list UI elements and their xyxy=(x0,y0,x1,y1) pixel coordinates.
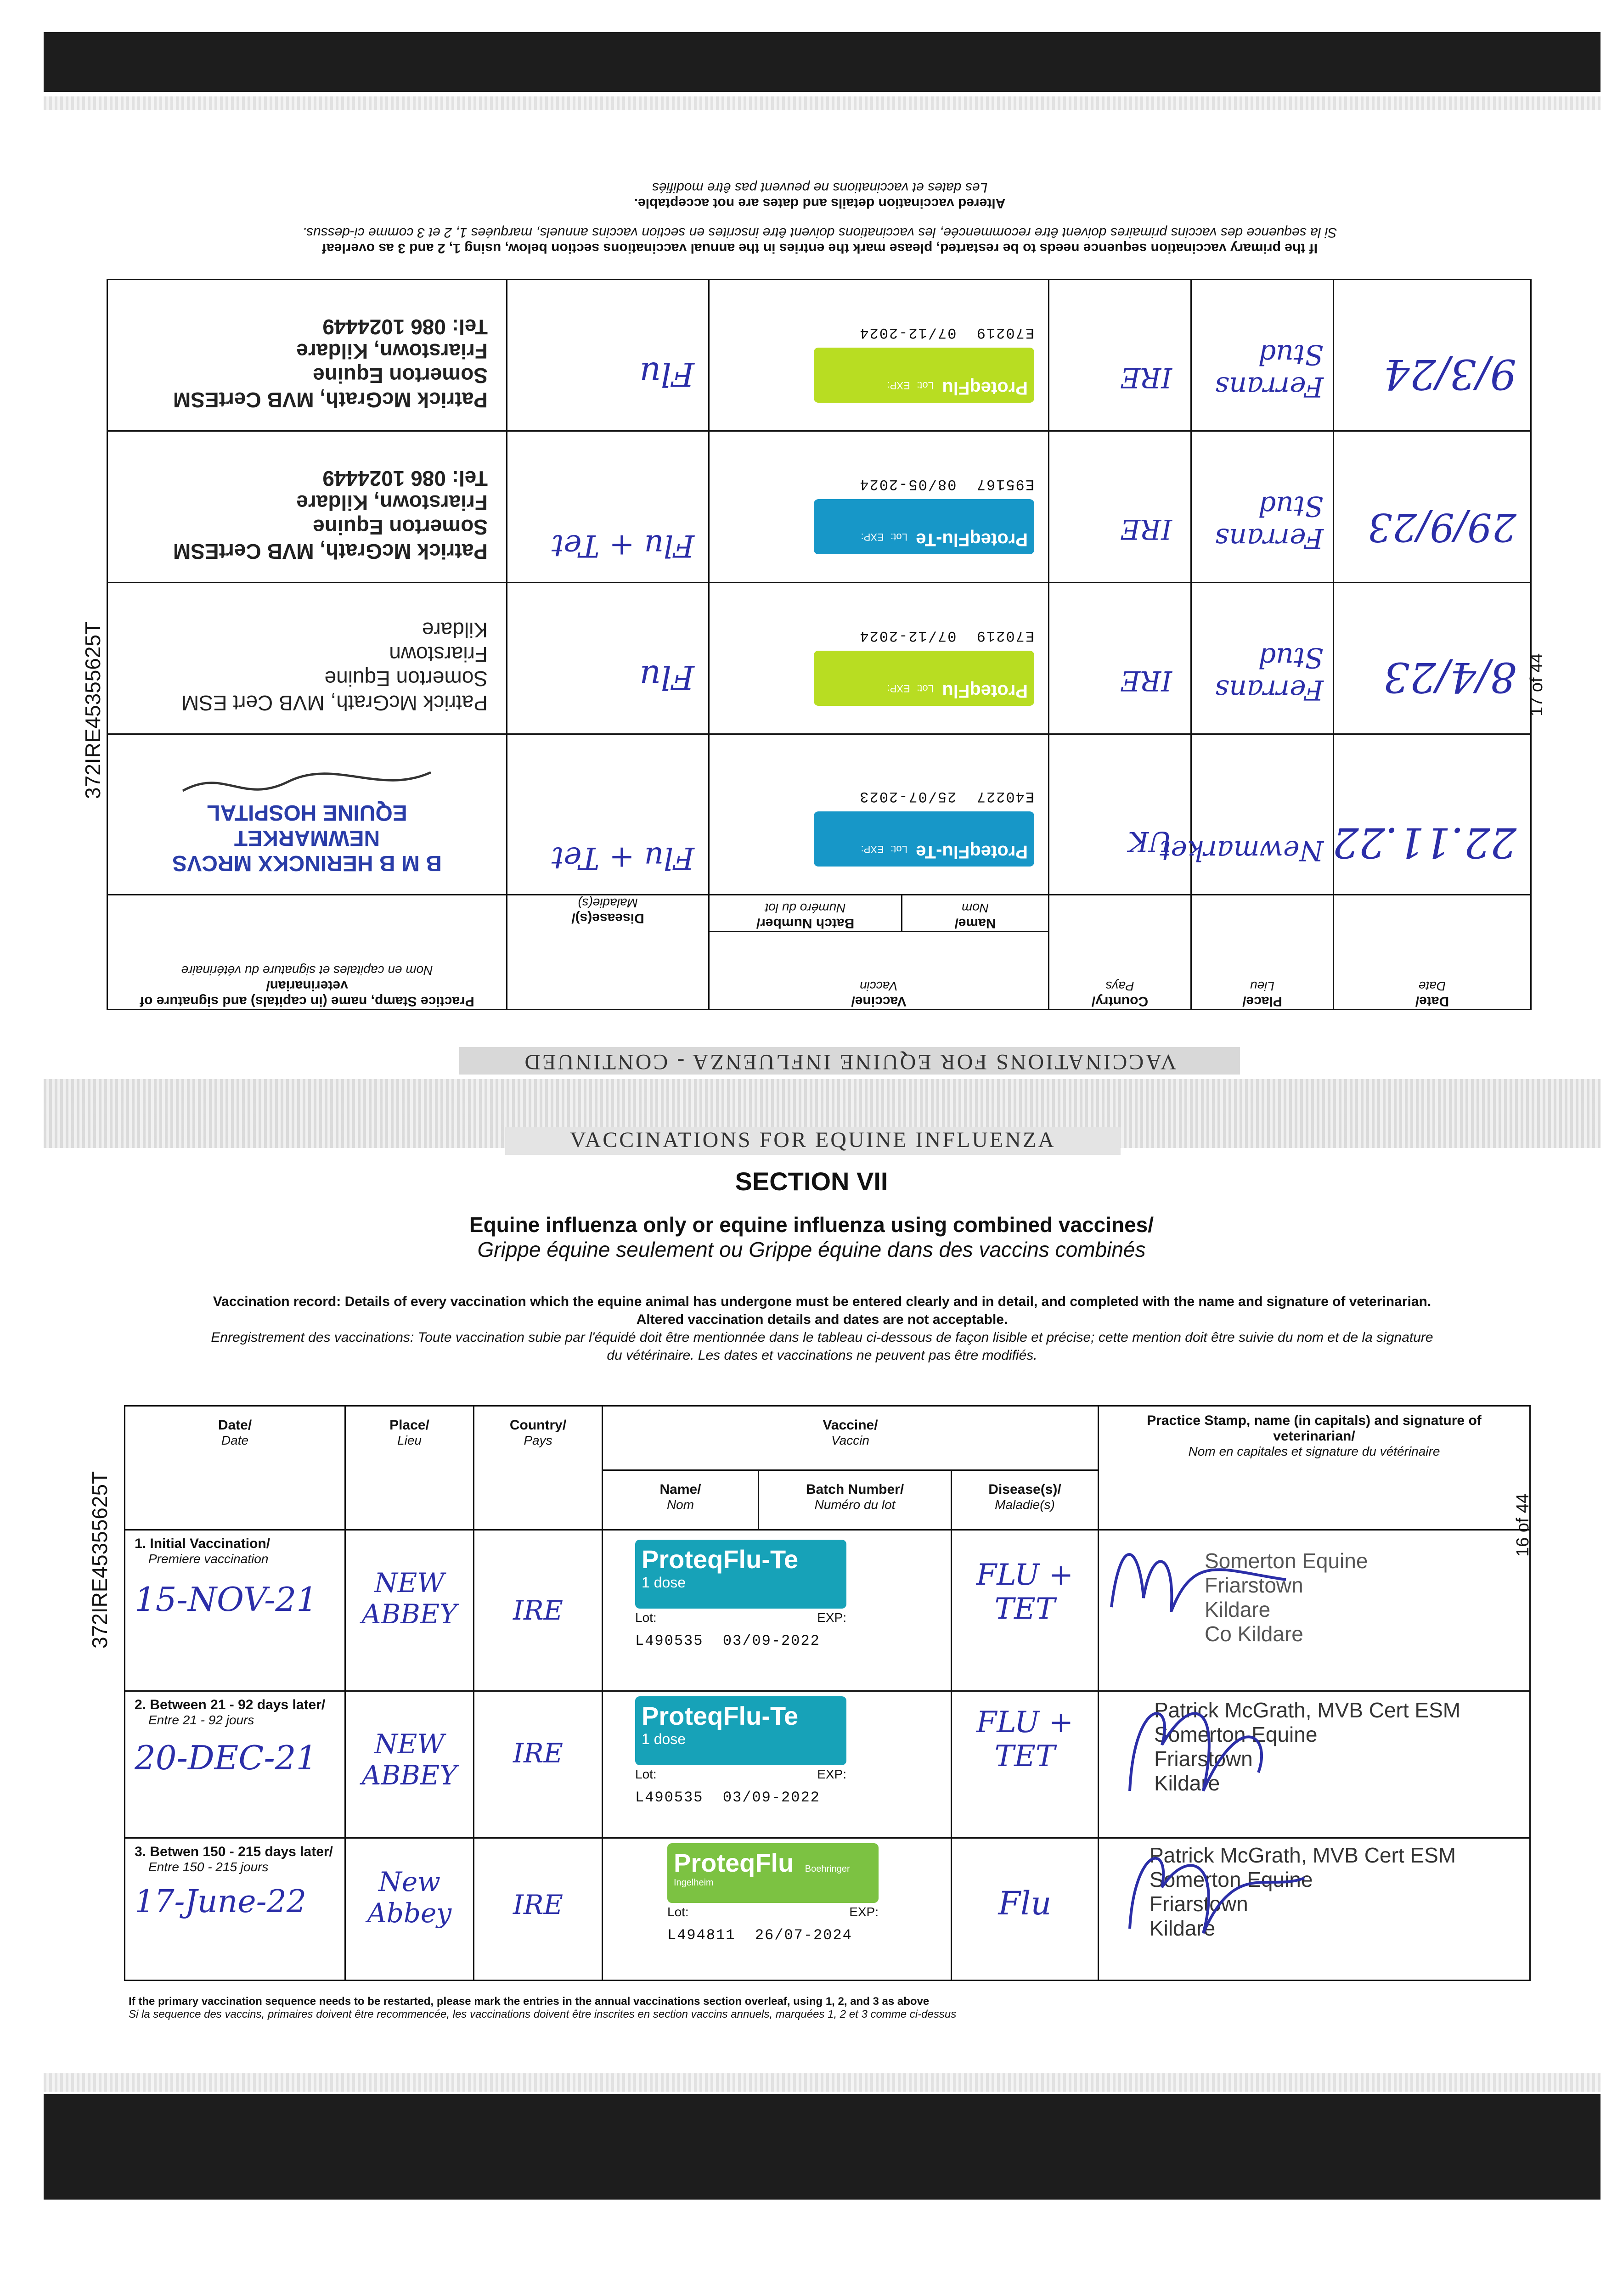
upper-row-stamp: Patrick McGrath, MVB CertESM Somerton Equine Friarstown, Kildare Tel: 086 1024449 xyxy=(107,280,507,431)
upper-row-place: Ferrans Stud xyxy=(1191,431,1334,583)
page-number-lower: 16 of 44 xyxy=(1513,1493,1533,1557)
upper-header-stamp: Practice Stamp, name (in capitals) and signature of veterinarian/ Nom en capitales et signature du vétérinaire xyxy=(107,895,507,1010)
upper-row-date: 29/9/23 xyxy=(1334,431,1531,583)
batch-number: L490535 03/09-2022 xyxy=(635,1632,820,1649)
lower-table-row xyxy=(125,1691,1530,1838)
lower-header-date: Date/ Date xyxy=(125,1406,345,1530)
signature xyxy=(1121,1828,1313,1947)
lower-row-vaccine-cell xyxy=(603,1838,952,1981)
lower-header-stamp: Practice Stamp, name (in capitals) and signature of veterinarian/ Nom en capitales et signature du vétérinaire xyxy=(1099,1406,1530,1530)
upper-header-vaccine: Vaccine/ Vaccin xyxy=(709,932,1049,1010)
vaccine-sticker: ProteqFlu Lot: EXP: xyxy=(814,348,1034,403)
row-step-label: 1. Initial Vaccination/ xyxy=(135,1536,270,1551)
upper-row-country: IRE xyxy=(1049,280,1191,431)
vaccine-sticker: ProteqFlu Boehringer Ingelheim xyxy=(667,1843,879,1903)
upper-row-place: Ferrans Stud xyxy=(1191,583,1334,734)
lower-banner: VACCINATIONS FOR EQUINE INFLUENZA xyxy=(505,1127,1121,1155)
section-subtitle: Equine influenza only or equine influenza using combined vaccines/ Grippe équine seulement ou Grippe équine dans des vaccins combinés xyxy=(469,1213,1154,1261)
upper-row-vaccine-cell xyxy=(709,431,1049,583)
vaccine-sticker: ProteqFlu-Te Lot: EXP: xyxy=(814,499,1034,554)
vaccine-sticker: ProteqFlu-Te 1 dose xyxy=(635,1540,846,1609)
sticker-lot-exp: Lot: EXP: xyxy=(635,1767,846,1781)
upper-row-stamp: B M B HERINCKX MRCVS NEWMARKET EQUINE HOSPITAL xyxy=(107,734,507,895)
signature xyxy=(1102,1525,1295,1626)
lower-row-country: IRE xyxy=(474,1530,603,1691)
sticker-lot-exp: Lot: EXP: xyxy=(667,1905,879,1919)
lower-vaccination-table xyxy=(124,1405,1531,1981)
upper-row-disease: Flu xyxy=(507,280,709,431)
lower-header-disease: Disease(s)/ Maladie(s) xyxy=(952,1470,1099,1530)
lower-row-country: IRE xyxy=(474,1838,603,1981)
lower-row-place: NEW ABBEY xyxy=(345,1530,474,1691)
lower-row-place: New Abbey xyxy=(345,1838,474,1981)
batch-number: L494811 26/07-2024 xyxy=(667,1927,852,1944)
upper-row-date: 22.11.22 xyxy=(1334,734,1531,895)
row-step-label-fr: Premiere vaccination xyxy=(148,1552,269,1566)
lower-header-name: Name/ Nom xyxy=(603,1470,759,1530)
upper-banner: VACCINATIONS FOR EQUINE INFLUENZA - CONTINUED xyxy=(459,1047,1240,1075)
lower-row-date: 15-NOV-21 xyxy=(135,1580,318,1619)
passport-id-lower: 372IRE45355625T xyxy=(88,1471,112,1649)
lower-row-place: NEW ABBEY xyxy=(345,1691,474,1838)
upper-row-stamp: Patrick McGrath, MVB CertESM Somerton Equine Friarstown, Kildare Tel: 086 1024449 xyxy=(107,431,507,583)
lower-row-date-cell xyxy=(125,1691,345,1838)
upper-page xyxy=(99,180,1532,1010)
lower-row-disease: FLU + TET xyxy=(952,1691,1099,1838)
upper-header-batch: Batch Number/ Numéro du lot xyxy=(709,895,902,932)
vaccination-record-note: Vaccination record: Details of every vaccination which the equine animal has undergone must be entered clearly and in detail, and completed with the name and signature of veterinarian. Altered vaccination details and dates are not acceptable. Enregistrement des vaccinations: Toute vaccination subie par l'équidé doit être mentionnée dans le tableau ci-dessous de façon lisible et précise; cette mention doit être suivie du nom et de la signature du vétérinaire. Les dates et vaccinations ne peuvent pas être modifiés. xyxy=(211,1294,1433,1363)
scan-top-noise xyxy=(44,96,1600,110)
upper-header-disease: Disease(s)/ Maladie(s) xyxy=(507,895,709,1010)
upper-header-country: Country/ Pays xyxy=(1049,895,1191,1010)
scan-bottom-noise xyxy=(44,2073,1600,2092)
upper-row-stamp: Patrick McGrath, MVB Cert ESM Somerton Equine Friarstown Kildare xyxy=(107,583,507,734)
lower-row-stamp: Patrick McGrath, MVB Cert ESM Somerton Equine Friarstown Kildare xyxy=(1099,1691,1530,1838)
scan-top-band xyxy=(44,32,1600,92)
signature xyxy=(179,759,436,800)
upper-table-row xyxy=(107,583,1531,734)
upper-row-country: IRE xyxy=(1049,583,1191,734)
lower-row-vaccine-cell xyxy=(603,1530,952,1691)
row-step-label-fr: Entre 150 - 215 jours xyxy=(148,1860,269,1874)
lower-table-row xyxy=(125,1838,1530,1981)
page-number-upper: 17 of 44 xyxy=(1527,653,1546,716)
upper-header-name: Name/ Nom xyxy=(902,895,1049,932)
upper-table-row xyxy=(107,431,1531,583)
batch-number: E70219 07/12-2024 xyxy=(859,627,1034,644)
sticker-lot-exp: Lot: EXP: xyxy=(635,1610,846,1625)
lower-header-place: Place/ Lieu xyxy=(345,1406,474,1530)
upper-row-vaccine-cell xyxy=(709,280,1049,431)
row-step-label: 3. Betwen 150 - 215 days later/ xyxy=(135,1844,333,1859)
lower-row-country: IRE xyxy=(474,1691,603,1838)
lower-row-stamp: Patrick McGrath, MVB Cert ESM Somerton Equine Friarstown Kildare xyxy=(1099,1838,1530,1981)
lower-table-row xyxy=(125,1530,1530,1691)
upper-row-date: 9/3/24 xyxy=(1334,280,1531,431)
lower-row-disease: FLU + TET xyxy=(952,1530,1099,1691)
lower-restart-note: If the primary vaccination sequence needs to be restarted, please mark the entries in the annual vaccinations section overleaf, using 1, 2, and 3 as above Si la sequence des vaccins, primaires doivent être recommencée, les vaccinations doivent être inscrites en section vaccins annuels, marquées 1, 2 et 3 comme ci-dessus xyxy=(129,1995,957,2020)
row-step-label: 2. Between 21 - 92 days later/ xyxy=(135,1697,326,1712)
batch-number: E70219 07/12-2024 xyxy=(859,324,1034,341)
scan-bottom-band xyxy=(44,2094,1600,2200)
batch-number: L490535 03/09-2022 xyxy=(635,1789,820,1806)
upper-row-place: Newmarket xyxy=(1191,734,1334,895)
upper-restart-note: If the primary vaccination sequence needs to be restarted, please mark the entries in the annual vaccinations section below, using 1, 2 and 3 as overleaf Si la sequence des vaccins primaires doivent être recommencée, les vaccinations doivent être inscrites en section vaccins annuels, marquées 1, 2 et 3 comme ci-dessus. Altered vaccination details and dates are not acceptable. Les dates et vaccinations ne peuvent pas être modifiés xyxy=(302,180,1337,256)
upper-vaccination-table xyxy=(107,279,1532,1010)
upper-row-place: Ferrans Stud xyxy=(1191,280,1334,431)
upper-row-disease: Flu xyxy=(507,583,709,734)
passport-id-upper: 372IRE45355625T xyxy=(81,621,105,799)
lower-row-stamp: Somerton Equine Friarstown Kildare Co Kildare xyxy=(1099,1530,1530,1691)
batch-number: E95167 08/05-2024 xyxy=(859,476,1034,493)
upper-header-date: Date/ Date xyxy=(1334,895,1531,1010)
upper-header-place: Place/ Lieu xyxy=(1191,895,1334,1010)
signature xyxy=(1121,1681,1313,1800)
lower-row-disease: Flu xyxy=(952,1838,1099,1981)
upper-row-vaccine-cell xyxy=(709,734,1049,895)
row-step-label-fr: Entre 21 - 92 jours xyxy=(148,1713,254,1727)
upper-row-date: 8/4/23 xyxy=(1334,583,1531,734)
upper-row-disease: Flu + Tet xyxy=(507,734,709,895)
vaccine-sticker: ProteqFlu-Te 1 dose xyxy=(635,1696,846,1765)
upper-row-disease: Flu + Tet xyxy=(507,431,709,583)
section-title: SECTION VII xyxy=(735,1167,888,1196)
lower-row-date-cell xyxy=(125,1530,345,1691)
lower-row-vaccine-cell xyxy=(603,1691,952,1838)
vaccine-sticker: ProteqFlu-Te Lot: EXP: xyxy=(814,811,1034,867)
lower-header-country: Country/ Pays xyxy=(474,1406,603,1530)
lower-row-date: 20-DEC-21 xyxy=(135,1739,317,1777)
lower-header-batch: Batch Number/ Numéro du lot xyxy=(759,1470,952,1530)
upper-row-vaccine-cell xyxy=(709,583,1049,734)
upper-row-country: IRE xyxy=(1049,431,1191,583)
lower-row-date: 17-June-22 xyxy=(135,1884,307,1920)
batch-number: E40227 25/07-2023 xyxy=(859,788,1034,805)
upper-row-country: UK xyxy=(1049,734,1191,895)
upper-table-row xyxy=(107,734,1531,895)
lower-header-vaccine: Vaccine/ Vaccin xyxy=(603,1406,1099,1470)
lower-row-date-cell xyxy=(125,1838,345,1981)
upper-table-row xyxy=(107,280,1531,431)
vaccine-sticker: ProteqFlu Lot: EXP: xyxy=(814,651,1034,706)
